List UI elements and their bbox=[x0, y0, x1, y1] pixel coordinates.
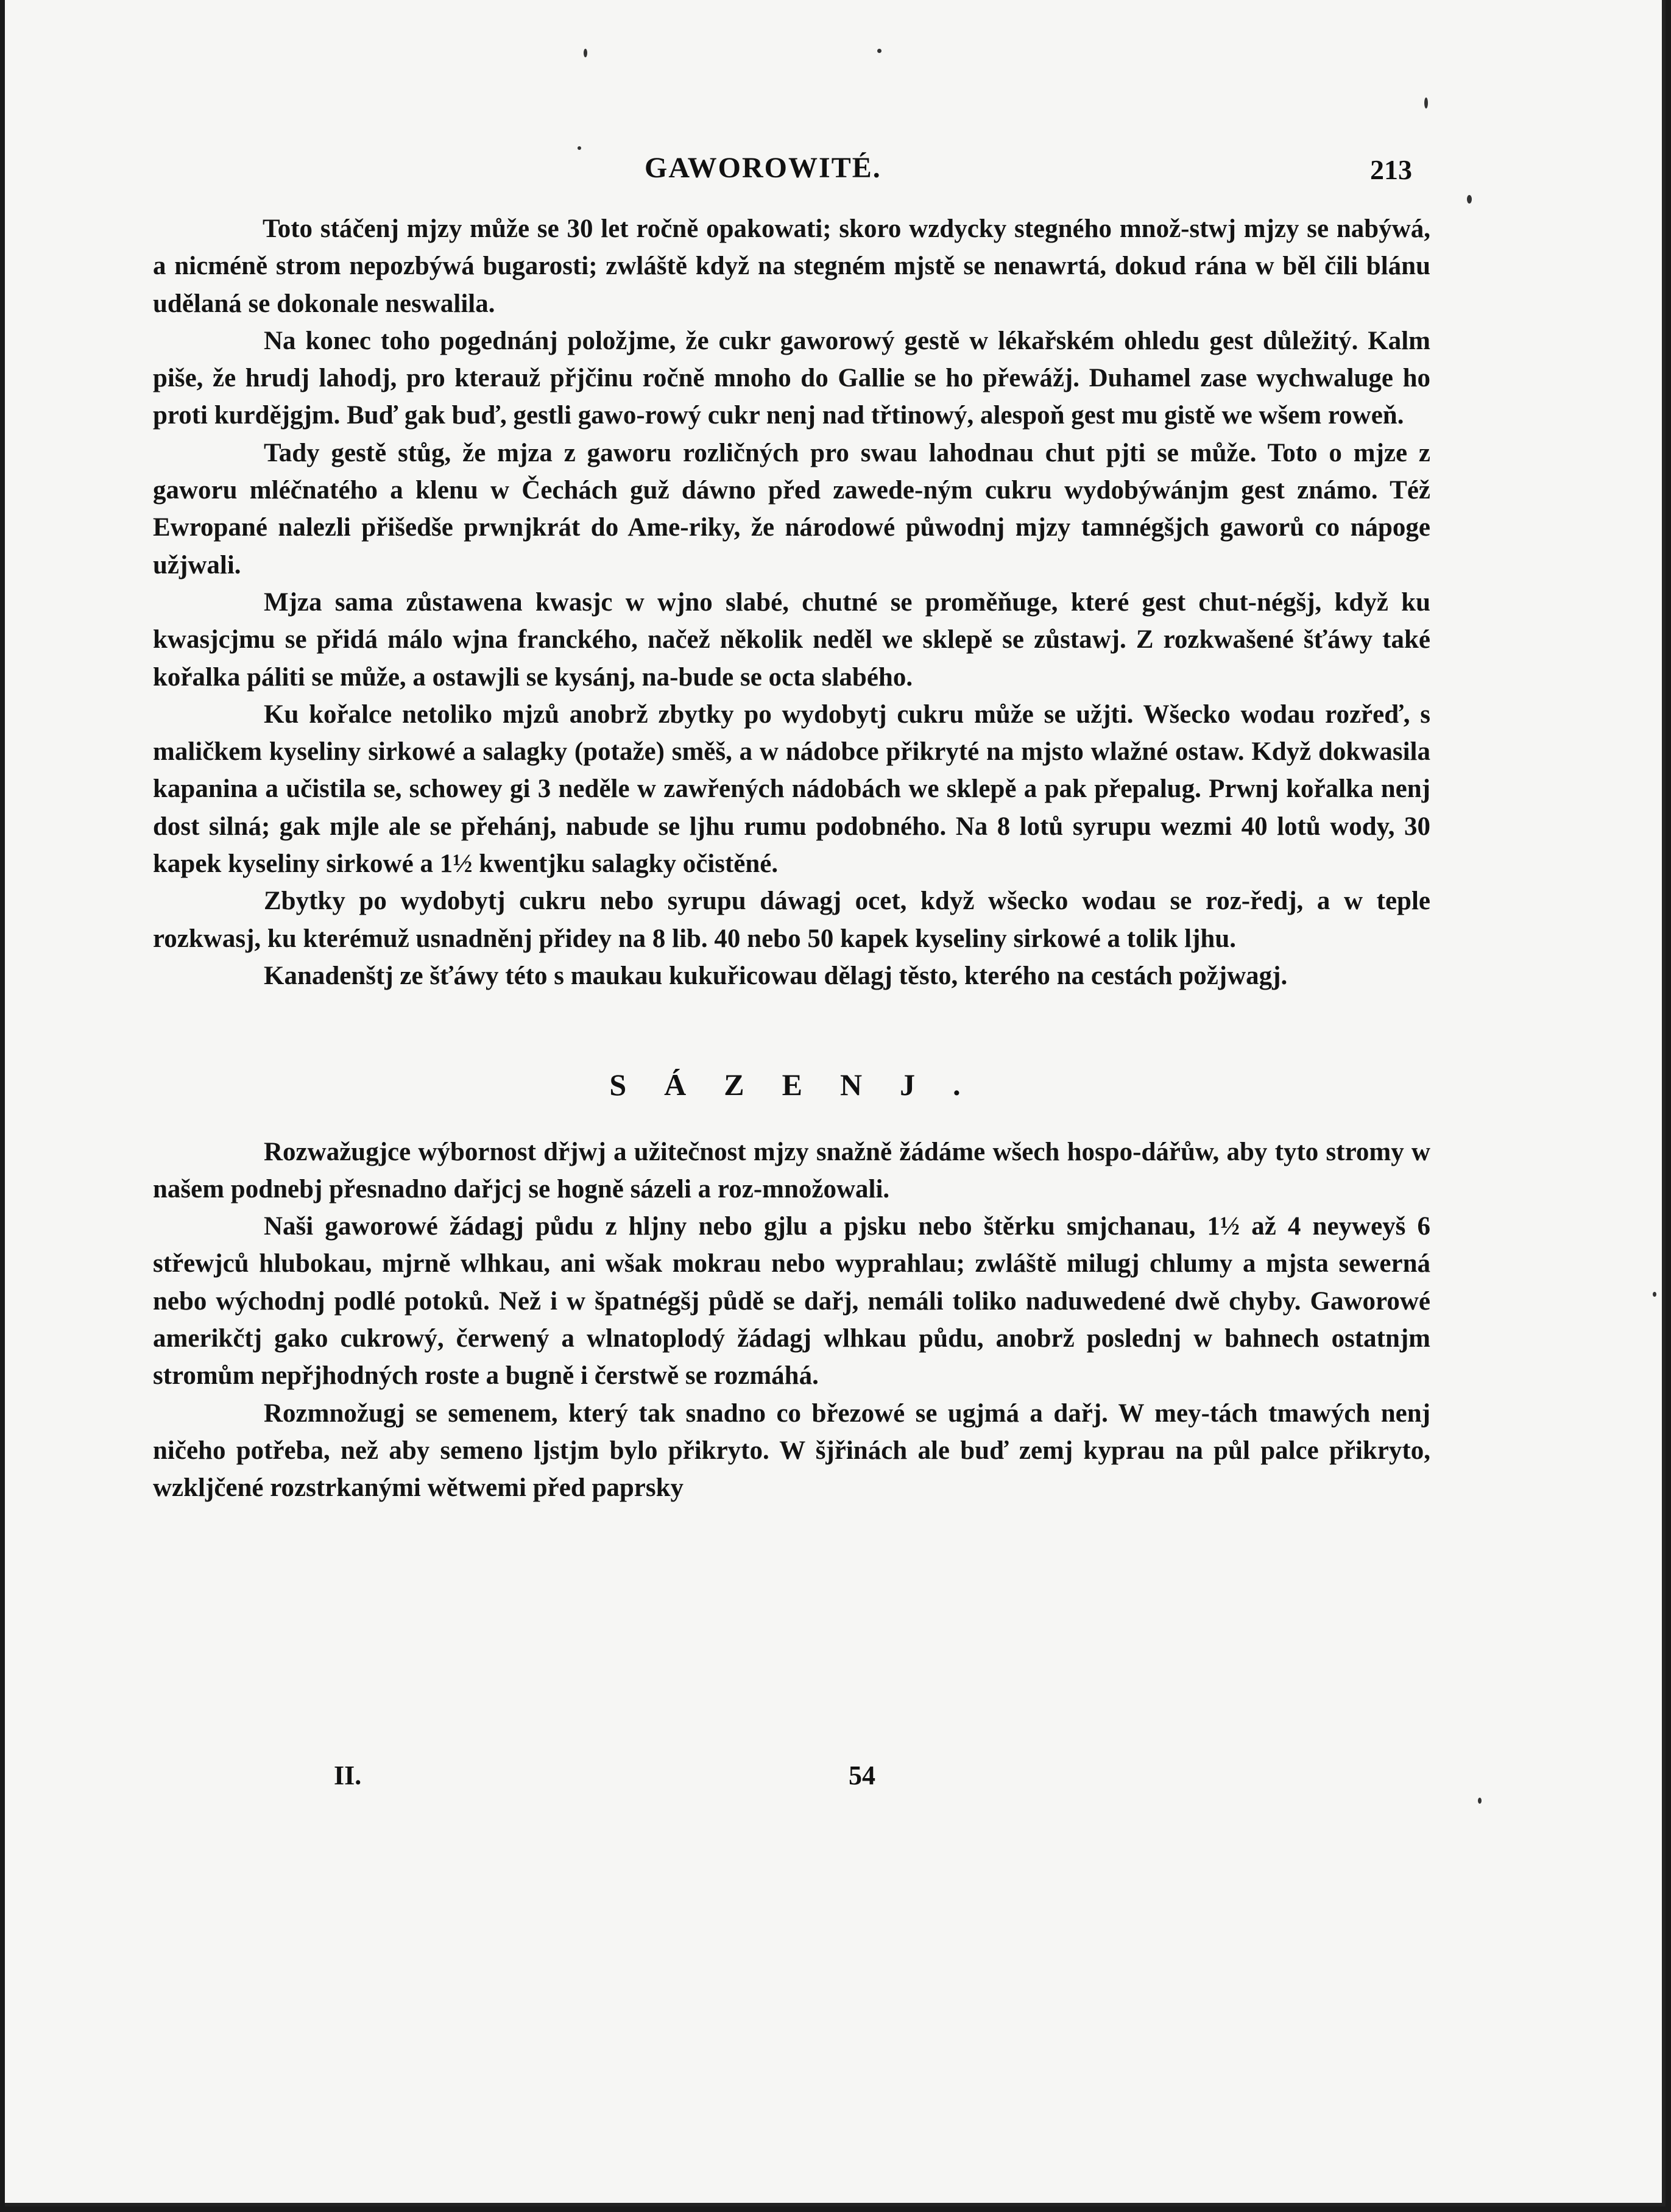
page-number: 213 bbox=[1370, 154, 1412, 185]
scan-speck bbox=[877, 49, 881, 53]
scan-speck bbox=[1653, 1292, 1656, 1297]
page-footer bbox=[334, 1760, 882, 1796]
paragraph: Ku kořalce netoliko mjzů anobrž zbytky po wydobytj cukru může se užjti. Wšecko wodau rozřeď, s maličkem kyseliny sirkowé a salagky (potaže) směš, a w nádobce přikryté na mjsto wlažné ostaw. Když dokwasila kapanina a učistila se, schowey gi 3 neděle w zawřených nádobách we sklepě a pak přepalug. Prwnj kořalka nenj dost silná; gak mjle ale se přehánj, nabude se ljhu rumu podobného. Na 8 lotů syrupu wezmi 40 lotů wody, 30 kapek kyseliny sirkowé a 1½ kwentjku salagky očistěné. bbox=[153, 700, 1430, 879]
body-text bbox=[153, 210, 1430, 1507]
scan-speck bbox=[584, 49, 587, 57]
paragraph: Kanadenštj ze šťáwy této s maukau kukuřicowau dělagj těsto, kterého na cestách požjwagj. bbox=[264, 961, 1288, 990]
scan-speck bbox=[1424, 97, 1428, 108]
scan-speck bbox=[578, 146, 581, 150]
page-header bbox=[645, 151, 1412, 194]
paragraph: Tady gestě stůg, že mjza z gaworu rozličných pro swau lahodnau chut pjti se může. Toto o mjze z gaworu mléčnatého a klenu w Čechách guž dáwno před zawede-ným cukru wydobýwánjm gest známo. Též Ewropané nalezli přišedše prwnjkrát do Ame-riky, že národowé půwodnj mjzy tamnégšjch gaworů co nápoge užjwali. bbox=[153, 438, 1430, 580]
paragraph: Toto stáčenj mjzy může se 30 let ročně opakowati; skoro wzdycky stegného množ-stwj mjzy se nabýwá, a nicméně strom nepozbýwá bugarosti; zwláště když na stegném mjstě se nenawrtá, dokud rána w běl čili blánu udělaná se dokonale neswalila. bbox=[153, 214, 1430, 318]
scan-speck bbox=[1467, 195, 1472, 204]
scanned-page bbox=[5, 0, 1666, 2207]
paragraph: Zbytky po wydobytj cukru nebo syrupu dáwagj ocet, když wšecko wodau se roz-ředj, a w teple rozkwasj, ku kterémuž usnadněnj přidey na 8 lib. 40 nebo 50 kapek kyseliny sirkowé a tolik ljhu. bbox=[153, 887, 1430, 953]
signature-mark: II. bbox=[334, 1760, 362, 1790]
paragraph: Rozmnožugj se semenem, který tak snadno co březowé se ugjmá a dařj. W mey-tách tmawých nenj ničeho potřeba, než aby semeno ljstjm bylo přikryto. W šjřinách ale buď zemj kyprau na půl palce přikryto, wzkljčené rozstrkanými wětwemi před paprsky bbox=[153, 1398, 1430, 1503]
paragraph: Na konec toho pogednánj položjme, že cukr gaworowý gestě w lékařském ohledu gest důležitý. Kalm piše, že hrudj lahodj, pro kterauž přjčinu ročně mnoho do Gallie se ho přewážj. Duhamel zase wychwaluge ho proti kurdějgjm. Buď gak buď, gestli gawo-rowý cukr nenj nad třtinowý, alespoň gest mu gistě we wšem roweň. bbox=[153, 326, 1430, 430]
running-title: GAWOROWITÉ. bbox=[645, 152, 881, 184]
paragraph: Rozwažugjce wýbornost dřjwj a užitečnost mjzy snažně žádáme wšech hospo-dářůw, aby tyto stromy w našem podnebj přesnadno dařjcj se hogně sázeli a roz-množowali. bbox=[153, 1137, 1430, 1203]
paragraph: Mjza sama zůstawena kwasjc w wjno slabé, chutné se proměňuge, které gest chut-négšj, když ku kwasjcjmu se přidá málo wjna franckého, načež několik neděl we sklepě se zůstawj. Z rozkwašené šťáwy také kořalka páliti se může, a ostawjli se kysánj, na-bude se octa slabého. bbox=[153, 587, 1430, 692]
scan-speck bbox=[1478, 1798, 1482, 1804]
sheet-number: 54 bbox=[849, 1760, 875, 1790]
paragraph: Naši gaworowé žádagj půdu z hljny nebo gjlu a pjsku nebo štěrku smjchanau, 1½ až 4 neyweyš 6 střewjců hlubokau, mjrně wlhkau, ani wšak mokrau nebo wyprahlau; zwláště milugj chlumy a mjsta sewerná nebo wýchodnj podlé potoků. Než i w špatnégšj půdě se dařj, nemáli toliko naduwedené dwě chyby. Gaworowé amerikčtj gako cukrowý, čerwený a wlnatoplodý žádagj wlhkau půdu, anobrž poslednj w bahnech ostatnjm stromům nepřjhodných roste a bugně i čerstwě se rozmáhá. bbox=[153, 1212, 1430, 1391]
section-heading: SÁZENJ. bbox=[609, 1068, 998, 1102]
